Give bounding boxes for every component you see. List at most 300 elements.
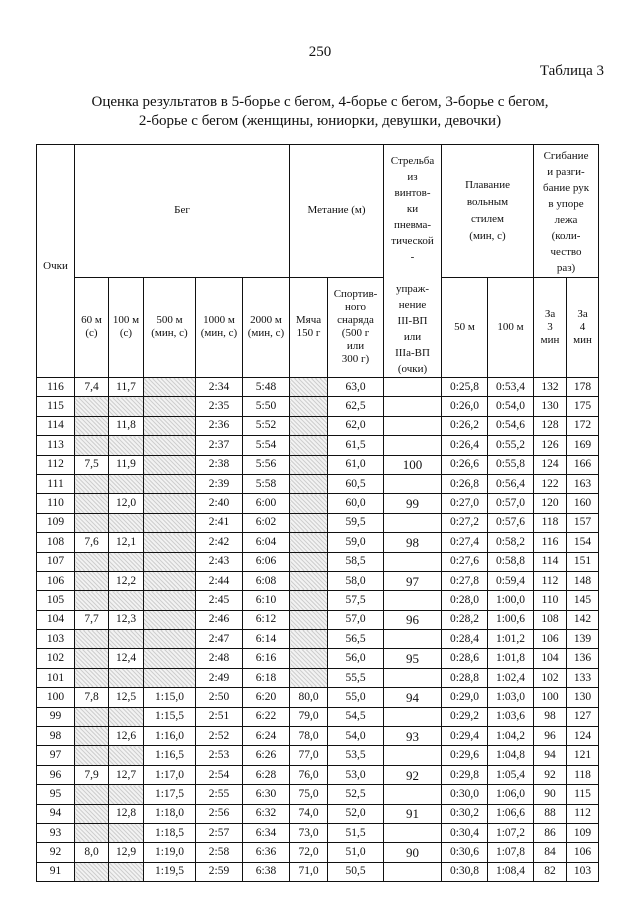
header-run-500m: 500 м (мин, с) (144, 277, 196, 377)
cell-run-2000m: 6:02 (243, 513, 290, 532)
cell-throw-sport: 58,0 (328, 571, 384, 590)
cell-swim-50m: 0:30,6 (442, 843, 488, 862)
cell-run-2000m: 5:48 (243, 378, 290, 397)
table-row (37, 707, 599, 726)
cell-run-100m: 12,0 (109, 494, 144, 513)
cell-shooting: 93 (384, 727, 442, 746)
cell-shooting: 94 (384, 688, 442, 707)
table-row (37, 843, 599, 862)
cell-run-2000m: 6:38 (243, 862, 290, 881)
cell-swim-50m: 0:29,4 (442, 727, 488, 746)
cell-throw-ball: 79,0 (290, 707, 328, 726)
cell-run-2000m: 6:20 (243, 688, 290, 707)
cell-push-ups-4min: 121 (567, 746, 599, 765)
cell-push-ups-4min: 124 (567, 727, 599, 746)
cell-throw-sport: 53,5 (328, 746, 384, 765)
cell-shooting (384, 862, 442, 881)
cell-points: 111 (37, 474, 75, 493)
table-row (37, 785, 599, 804)
cell-points: 104 (37, 610, 75, 629)
cell-run-2000m: 6:10 (243, 591, 290, 610)
header-run-2000m: 2000 м (мин, с) (243, 277, 290, 377)
cell-swim-50m: 0:30,2 (442, 804, 488, 823)
cell-push-ups-4min: 151 (567, 552, 599, 571)
cell-run-500m (144, 668, 196, 687)
cell-points: 107 (37, 552, 75, 571)
cell-push-ups-3min: 104 (534, 649, 567, 668)
cell-swim-100m: 1:06,0 (488, 785, 534, 804)
cell-run-60m: 7,9 (75, 765, 109, 784)
header-throw-sport: Спортив- ного снаряда (500 г или 300 г) (328, 277, 384, 377)
cell-swim-100m: 1:01,2 (488, 630, 534, 649)
cell-throw-ball: 72,0 (290, 843, 328, 862)
cell-run-2000m: 6:30 (243, 785, 290, 804)
cell-throw-sport: 51,5 (328, 823, 384, 842)
cell-points: 93 (37, 823, 75, 842)
cell-run-2000m: 6:22 (243, 707, 290, 726)
header-run: Бег (75, 145, 290, 278)
cell-push-ups-3min: 96 (534, 727, 567, 746)
cell-shooting (384, 378, 442, 397)
cell-run-500m: 1:18,5 (144, 823, 196, 842)
cell-points: 106 (37, 571, 75, 590)
header-swim-100m: 100 м (488, 277, 534, 377)
cell-shooting: 99 (384, 494, 442, 513)
cell-swim-100m: 0:54,6 (488, 416, 534, 435)
cell-push-ups-4min: 160 (567, 494, 599, 513)
cell-push-ups-3min: 90 (534, 785, 567, 804)
cell-swim-100m: 0:58,2 (488, 533, 534, 552)
cell-run-2000m: 5:50 (243, 397, 290, 416)
cell-points: 95 (37, 785, 75, 804)
cell-push-ups-4min: 127 (567, 707, 599, 726)
table-row (37, 552, 599, 571)
cell-run-500m (144, 436, 196, 455)
cell-run-1000m: 2:55 (196, 785, 243, 804)
cell-swim-50m: 0:28,8 (442, 668, 488, 687)
header-swimming: Плавание вольным стилем (мин, с) (442, 145, 534, 278)
table-row (37, 571, 599, 590)
cell-throw-ball (290, 630, 328, 649)
cell-shooting: 90 (384, 843, 442, 862)
cell-push-ups-3min: 100 (534, 688, 567, 707)
cell-run-100m (109, 474, 144, 493)
cell-swim-50m: 0:30,4 (442, 823, 488, 842)
cell-points: 112 (37, 455, 75, 474)
cell-push-ups-3min: 84 (534, 843, 567, 862)
table-title (40, 93, 600, 131)
cell-run-1000m: 2:44 (196, 571, 243, 590)
header-points: Очки (37, 145, 75, 378)
cell-swim-100m: 1:07,8 (488, 843, 534, 862)
cell-push-ups-3min: 122 (534, 474, 567, 493)
cell-run-2000m: 6:18 (243, 668, 290, 687)
cell-run-1000m: 2:46 (196, 610, 243, 629)
cell-run-60m: 7,6 (75, 533, 109, 552)
cell-push-ups-4min: 139 (567, 630, 599, 649)
cell-swim-50m: 0:29,0 (442, 688, 488, 707)
cell-swim-100m: 0:54,0 (488, 397, 534, 416)
cell-run-100m: 12,6 (109, 727, 144, 746)
cell-run-100m (109, 397, 144, 416)
cell-push-ups-4min: 115 (567, 785, 599, 804)
cell-run-500m (144, 455, 196, 474)
table-row (37, 494, 599, 513)
cell-throw-ball: 77,0 (290, 746, 328, 765)
cell-throw-sport: 55,0 (328, 688, 384, 707)
cell-swim-50m: 0:30,8 (442, 862, 488, 881)
cell-swim-100m: 0:53,4 (488, 378, 534, 397)
cell-push-ups-3min: 112 (534, 571, 567, 590)
cell-run-60m: 7,7 (75, 610, 109, 629)
table-row (37, 397, 599, 416)
cell-run-100m: 12,1 (109, 533, 144, 552)
cell-swim-100m: 0:55,2 (488, 436, 534, 455)
cell-shooting: 100 (384, 455, 442, 474)
cell-throw-ball (290, 552, 328, 571)
cell-throw-sport: 62,5 (328, 397, 384, 416)
cell-points: 110 (37, 494, 75, 513)
cell-run-100m (109, 630, 144, 649)
table-row (37, 591, 599, 610)
cell-throw-ball (290, 591, 328, 610)
cell-run-60m (75, 862, 109, 881)
cell-push-ups-3min: 126 (534, 436, 567, 455)
cell-swim-100m: 1:00,6 (488, 610, 534, 629)
cell-shooting (384, 416, 442, 435)
cell-throw-ball (290, 649, 328, 668)
cell-run-500m (144, 474, 196, 493)
cell-throw-ball: 76,0 (290, 765, 328, 784)
cell-throw-ball (290, 533, 328, 552)
page-number: 250 (308, 44, 332, 60)
cell-swim-50m: 0:28,0 (442, 591, 488, 610)
cell-throw-ball (290, 397, 328, 416)
cell-swim-50m: 0:29,2 (442, 707, 488, 726)
cell-shooting (384, 552, 442, 571)
cell-shooting: 97 (384, 571, 442, 590)
cell-throw-sport: 58,5 (328, 552, 384, 571)
cell-run-2000m: 6:32 (243, 804, 290, 823)
cell-push-ups-3min: 128 (534, 416, 567, 435)
cell-throw-ball (290, 668, 328, 687)
cell-push-ups-3min: 124 (534, 455, 567, 474)
table-body (37, 378, 599, 882)
header-throw-ball: Мяча 150 г (290, 277, 328, 377)
cell-push-ups-4min: 163 (567, 474, 599, 493)
cell-throw-ball: 78,0 (290, 727, 328, 746)
title-line-1: Оценка результатов в 5-борье с бегом, 4-борье с бегом, 3-борье с бегом, (91, 94, 549, 110)
results-table (36, 144, 599, 882)
cell-run-60m (75, 727, 109, 746)
cell-swim-100m: 0:58,8 (488, 552, 534, 571)
cell-points: 109 (37, 513, 75, 532)
cell-run-500m: 1:19,5 (144, 862, 196, 881)
cell-push-ups-3min: 108 (534, 610, 567, 629)
cell-points: 105 (37, 591, 75, 610)
header-run-100m: 100 м (с) (109, 277, 144, 377)
cell-push-ups-3min: 106 (534, 630, 567, 649)
cell-swim-50m: 0:27,0 (442, 494, 488, 513)
cell-run-60m (75, 552, 109, 571)
cell-run-500m: 1:17,0 (144, 765, 196, 784)
cell-swim-50m: 0:26,8 (442, 474, 488, 493)
cell-run-100m (109, 862, 144, 881)
header-push-ups: Сгибание и разги- бание рук в упоре лежа (коли- чество раз) (534, 145, 599, 278)
cell-swim-100m: 1:06,6 (488, 804, 534, 823)
cell-run-60m (75, 436, 109, 455)
cell-run-100m (109, 591, 144, 610)
cell-run-1000m: 2:48 (196, 649, 243, 668)
cell-run-2000m: 6:26 (243, 746, 290, 765)
cell-swim-100m: 0:56,4 (488, 474, 534, 493)
cell-shooting (384, 591, 442, 610)
cell-shooting: 96 (384, 610, 442, 629)
cell-throw-ball (290, 455, 328, 474)
table-row (37, 455, 599, 474)
cell-push-ups-4min: 172 (567, 416, 599, 435)
cell-swim-100m: 1:04,2 (488, 727, 534, 746)
cell-swim-50m: 0:27,4 (442, 533, 488, 552)
cell-run-60m: 7,8 (75, 688, 109, 707)
cell-push-ups-3min: 88 (534, 804, 567, 823)
table-row (37, 727, 599, 746)
cell-run-60m (75, 823, 109, 842)
cell-shooting: 92 (384, 765, 442, 784)
cell-run-1000m: 2:45 (196, 591, 243, 610)
cell-throw-ball (290, 571, 328, 590)
header-push-ups-4min: За 4 мин (567, 277, 599, 377)
cell-points: 101 (37, 668, 75, 687)
cell-run-500m (144, 513, 196, 532)
cell-points: 98 (37, 727, 75, 746)
header-run-1000m: 1000 м (мин, с) (196, 277, 243, 377)
cell-push-ups-4min: 148 (567, 571, 599, 590)
cell-shooting (384, 707, 442, 726)
table-row (37, 513, 599, 532)
header-swim-50m: 50 м (442, 277, 488, 377)
cell-run-500m (144, 649, 196, 668)
cell-run-60m (75, 591, 109, 610)
cell-swim-100m: 0:57,6 (488, 513, 534, 532)
cell-throw-sport: 56,0 (328, 649, 384, 668)
cell-shooting (384, 630, 442, 649)
cell-run-1000m: 2:49 (196, 668, 243, 687)
cell-run-60m: 7,4 (75, 378, 109, 397)
cell-run-1000m: 2:43 (196, 552, 243, 571)
cell-swim-100m: 0:55,8 (488, 455, 534, 474)
cell-run-1000m: 2:53 (196, 746, 243, 765)
table-header (37, 145, 599, 378)
cell-run-100m: 12,2 (109, 571, 144, 590)
cell-swim-50m: 0:26,4 (442, 436, 488, 455)
cell-throw-ball (290, 416, 328, 435)
cell-shooting (384, 785, 442, 804)
cell-run-60m (75, 649, 109, 668)
cell-points: 97 (37, 746, 75, 765)
cell-run-2000m: 6:28 (243, 765, 290, 784)
cell-run-100m (109, 707, 144, 726)
cell-throw-sport: 52,0 (328, 804, 384, 823)
cell-run-500m (144, 378, 196, 397)
cell-shooting: 95 (384, 649, 442, 668)
cell-push-ups-4min: 112 (567, 804, 599, 823)
cell-run-100m: 12,4 (109, 649, 144, 668)
cell-swim-100m: 1:08,4 (488, 862, 534, 881)
cell-run-60m (75, 513, 109, 532)
table-row (37, 668, 599, 687)
cell-run-60m (75, 746, 109, 765)
cell-push-ups-4min: 130 (567, 688, 599, 707)
cell-push-ups-4min: 145 (567, 591, 599, 610)
cell-swim-100m: 0:57,0 (488, 494, 534, 513)
cell-run-500m: 1:19,0 (144, 843, 196, 862)
cell-run-1000m: 2:57 (196, 823, 243, 842)
cell-run-1000m: 2:42 (196, 533, 243, 552)
cell-run-500m (144, 591, 196, 610)
cell-run-2000m: 6:06 (243, 552, 290, 571)
cell-run-1000m: 2:37 (196, 436, 243, 455)
cell-run-100m (109, 436, 144, 455)
cell-push-ups-3min: 118 (534, 513, 567, 532)
cell-throw-ball: 71,0 (290, 862, 328, 881)
table-row (37, 533, 599, 552)
cell-shooting (384, 436, 442, 455)
cell-points: 116 (37, 378, 75, 397)
cell-run-60m (75, 804, 109, 823)
cell-run-1000m: 2:58 (196, 843, 243, 862)
cell-run-60m (75, 630, 109, 649)
cell-throw-sport: 57,5 (328, 591, 384, 610)
cell-run-100m: 12,5 (109, 688, 144, 707)
cell-points: 108 (37, 533, 75, 552)
cell-run-60m (75, 668, 109, 687)
cell-throw-sport: 59,5 (328, 513, 384, 532)
cell-push-ups-3min: 110 (534, 591, 567, 610)
cell-run-100m: 12,3 (109, 610, 144, 629)
cell-push-ups-4min: 133 (567, 668, 599, 687)
cell-throw-sport: 60,0 (328, 494, 384, 513)
table-row (37, 610, 599, 629)
cell-throw-sport: 57,0 (328, 610, 384, 629)
cell-swim-50m: 0:26,2 (442, 416, 488, 435)
cell-run-500m: 1:16,5 (144, 746, 196, 765)
cell-push-ups-4min: 103 (567, 862, 599, 881)
cell-push-ups-4min: 142 (567, 610, 599, 629)
cell-run-1000m: 2:56 (196, 804, 243, 823)
cell-run-100m: 11,9 (109, 455, 144, 474)
cell-run-2000m: 5:52 (243, 416, 290, 435)
cell-throw-ball (290, 378, 328, 397)
cell-swim-50m: 0:30,0 (442, 785, 488, 804)
cell-run-500m: 1:18,0 (144, 804, 196, 823)
cell-throw-ball: 74,0 (290, 804, 328, 823)
cell-swim-50m: 0:29,6 (442, 746, 488, 765)
cell-push-ups-3min: 86 (534, 823, 567, 842)
cell-run-2000m: 6:00 (243, 494, 290, 513)
cell-swim-50m: 0:27,6 (442, 552, 488, 571)
cell-run-60m (75, 494, 109, 513)
cell-throw-sport: 60,5 (328, 474, 384, 493)
cell-run-500m (144, 610, 196, 629)
cell-throw-sport: 59,0 (328, 533, 384, 552)
cell-shooting (384, 474, 442, 493)
cell-points: 94 (37, 804, 75, 823)
cell-push-ups-3min: 94 (534, 746, 567, 765)
cell-run-100m (109, 785, 144, 804)
cell-swim-100m: 1:05,4 (488, 765, 534, 784)
cell-run-500m (144, 397, 196, 416)
cell-run-2000m: 5:56 (243, 455, 290, 474)
cell-swim-100m: 1:02,4 (488, 668, 534, 687)
cell-run-2000m: 6:04 (243, 533, 290, 552)
cell-run-1000m: 2:47 (196, 630, 243, 649)
cell-swim-100m: 1:01,8 (488, 649, 534, 668)
cell-swim-100m: 1:03,0 (488, 688, 534, 707)
cell-run-500m: 1:16,0 (144, 727, 196, 746)
cell-throw-ball (290, 436, 328, 455)
table-row (37, 630, 599, 649)
cell-points: 103 (37, 630, 75, 649)
cell-points: 115 (37, 397, 75, 416)
table-row (37, 649, 599, 668)
cell-run-100m (109, 823, 144, 842)
cell-run-1000m: 2:51 (196, 707, 243, 726)
cell-points: 96 (37, 765, 75, 784)
cell-swim-50m: 0:28,4 (442, 630, 488, 649)
cell-run-1000m: 2:52 (196, 727, 243, 746)
cell-points: 114 (37, 416, 75, 435)
cell-push-ups-4min: 157 (567, 513, 599, 532)
cell-shooting (384, 513, 442, 532)
cell-throw-ball (290, 494, 328, 513)
cell-run-60m (75, 707, 109, 726)
cell-swim-50m: 0:26,6 (442, 455, 488, 474)
cell-swim-100m: 1:03,6 (488, 707, 534, 726)
cell-swim-50m: 0:28,2 (442, 610, 488, 629)
cell-throw-ball (290, 474, 328, 493)
cell-run-1000m: 2:59 (196, 862, 243, 881)
cell-run-500m (144, 494, 196, 513)
cell-run-100m: 12,9 (109, 843, 144, 862)
cell-run-100m: 12,7 (109, 765, 144, 784)
cell-run-1000m: 2:39 (196, 474, 243, 493)
cell-swim-100m: 0:59,4 (488, 571, 534, 590)
table-row (37, 416, 599, 435)
cell-run-2000m: 6:14 (243, 630, 290, 649)
header-run-60m: 60 м (с) (75, 277, 109, 377)
cell-throw-ball: 75,0 (290, 785, 328, 804)
cell-run-1000m: 2:41 (196, 513, 243, 532)
cell-throw-sport: 51,0 (328, 843, 384, 862)
cell-throw-sport: 54,5 (328, 707, 384, 726)
cell-swim-50m: 0:29,8 (442, 765, 488, 784)
cell-run-60m: 8,0 (75, 843, 109, 862)
cell-push-ups-3min: 114 (534, 552, 567, 571)
cell-run-60m (75, 416, 109, 435)
cell-run-60m (75, 397, 109, 416)
cell-run-500m (144, 630, 196, 649)
cell-push-ups-4min: 175 (567, 397, 599, 416)
cell-shooting (384, 823, 442, 842)
cell-run-500m: 1:15,0 (144, 688, 196, 707)
cell-throw-ball (290, 610, 328, 629)
cell-push-ups-3min: 102 (534, 668, 567, 687)
cell-throw-sport: 62,0 (328, 416, 384, 435)
cell-push-ups-4min: 109 (567, 823, 599, 842)
cell-run-60m: 7,5 (75, 455, 109, 474)
cell-throw-sport: 54,0 (328, 727, 384, 746)
